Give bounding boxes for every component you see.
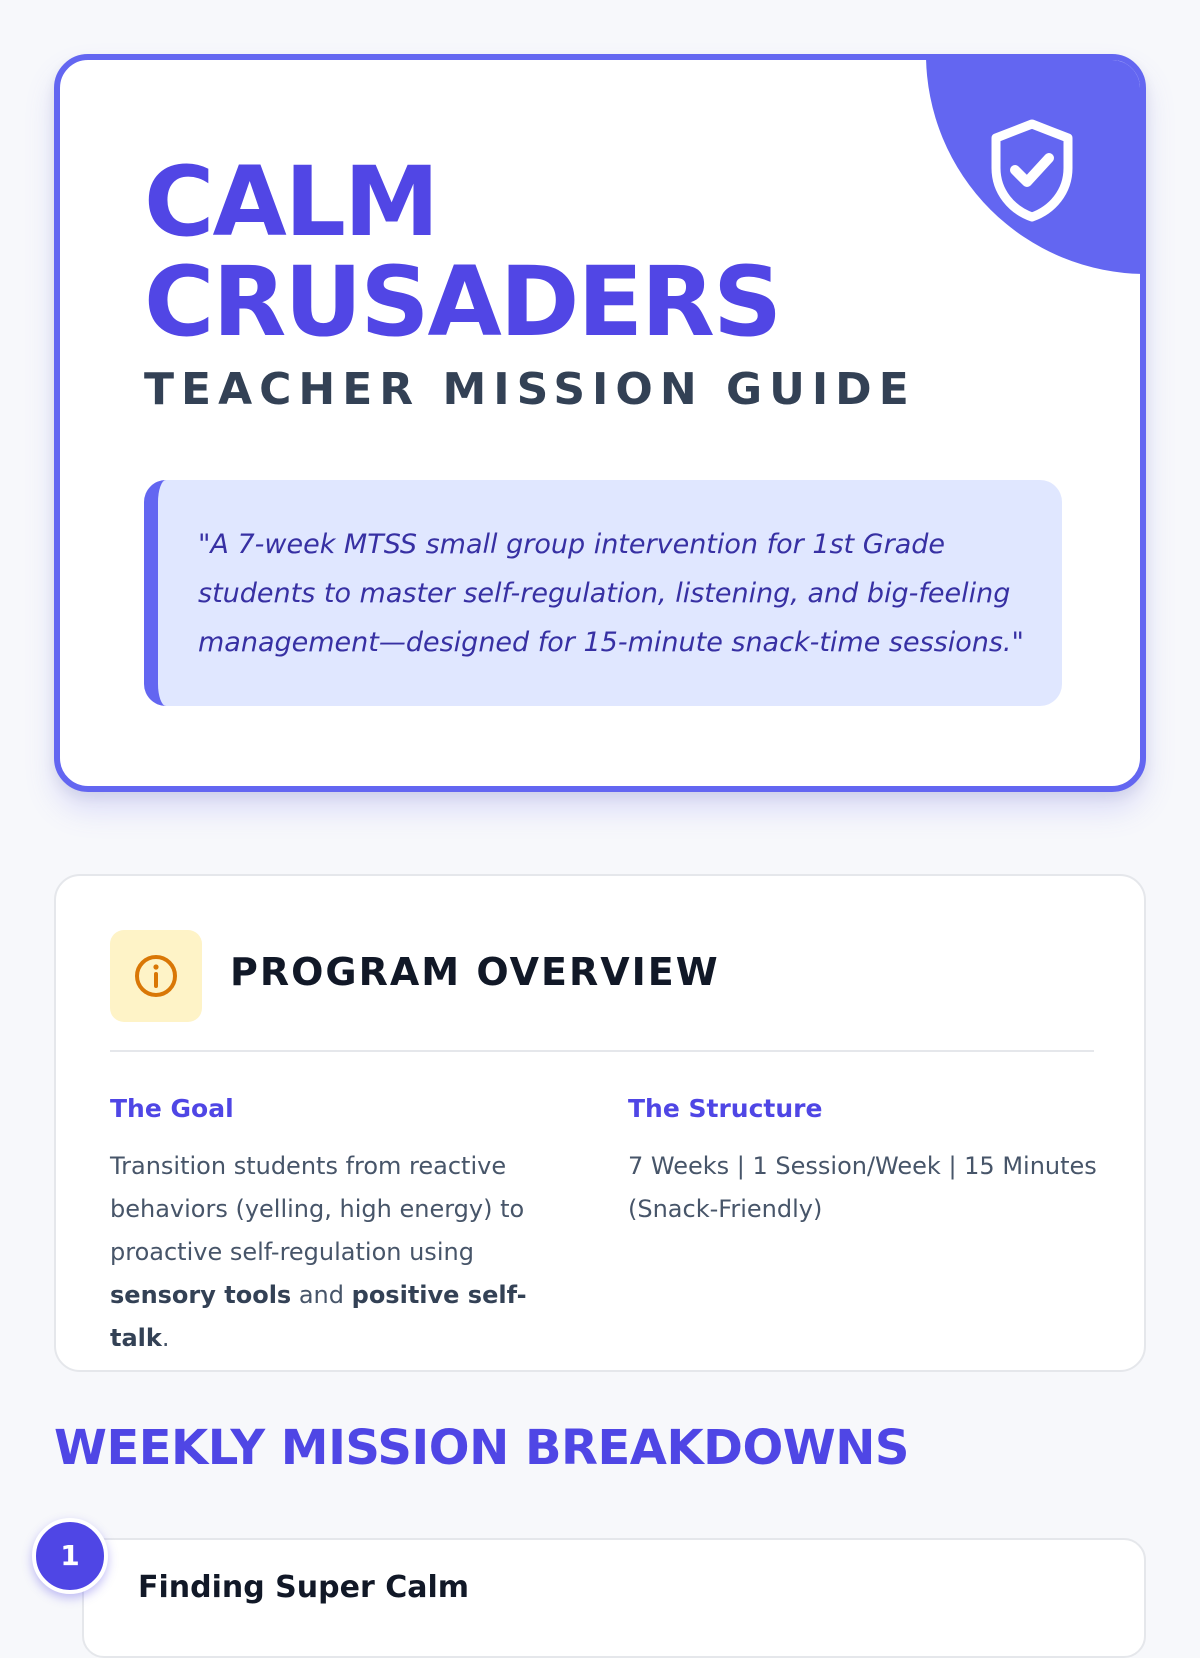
hero-title xyxy=(144,146,781,358)
overview-divider xyxy=(110,1050,1094,1052)
hero-subtitle: TEACHER MISSION GUIDE xyxy=(144,364,916,415)
week-card[interactable] xyxy=(82,1538,1146,1658)
overview-title: PROGRAM OVERVIEW xyxy=(230,950,720,994)
goal-bold-sensory-tools: sensory tools xyxy=(110,1281,292,1309)
goal-text-part-1: Transition students from reactive behaviors (yelling, high energy) to proactive self-regulation using xyxy=(110,1152,525,1266)
structure-column xyxy=(628,1094,1098,1231)
week-number-badge: 1 xyxy=(32,1518,108,1594)
week-card-title: Finding Super Calm xyxy=(138,1570,469,1605)
goal-bold-positive-self-talk: positive self-talk xyxy=(110,1281,527,1352)
program-overview-card xyxy=(54,874,1146,1372)
structure-text: 7 Weeks | 1 Session/Week | 15 Minutes (Snack-Friendly) xyxy=(628,1152,1097,1223)
goal-text-part-2: and xyxy=(291,1281,352,1309)
hero-title-line-2: CRUSADERS xyxy=(144,246,781,358)
goal-text-part-3: . xyxy=(161,1324,170,1352)
hero-quote: "A 7-week MTSS small group intervention for 1st Grade students to master self-regulation, listening, and big-feeling management—designed for 15-minute snack-time sessions." xyxy=(144,480,1062,706)
overview-icon-box xyxy=(110,930,202,1022)
goal-column xyxy=(110,1094,580,1360)
goal-heading: The Goal xyxy=(110,1094,234,1123)
structure-heading: The Structure xyxy=(628,1094,823,1123)
hero-title-line-1: CALM xyxy=(144,146,438,258)
info-icon xyxy=(132,952,180,1000)
weekly-section-title: WEEKLY MISSION BREAKDOWNS xyxy=(54,1420,909,1476)
hero-card xyxy=(54,54,1146,792)
shield-check-icon xyxy=(986,118,1078,222)
goal-text xyxy=(110,1145,580,1360)
